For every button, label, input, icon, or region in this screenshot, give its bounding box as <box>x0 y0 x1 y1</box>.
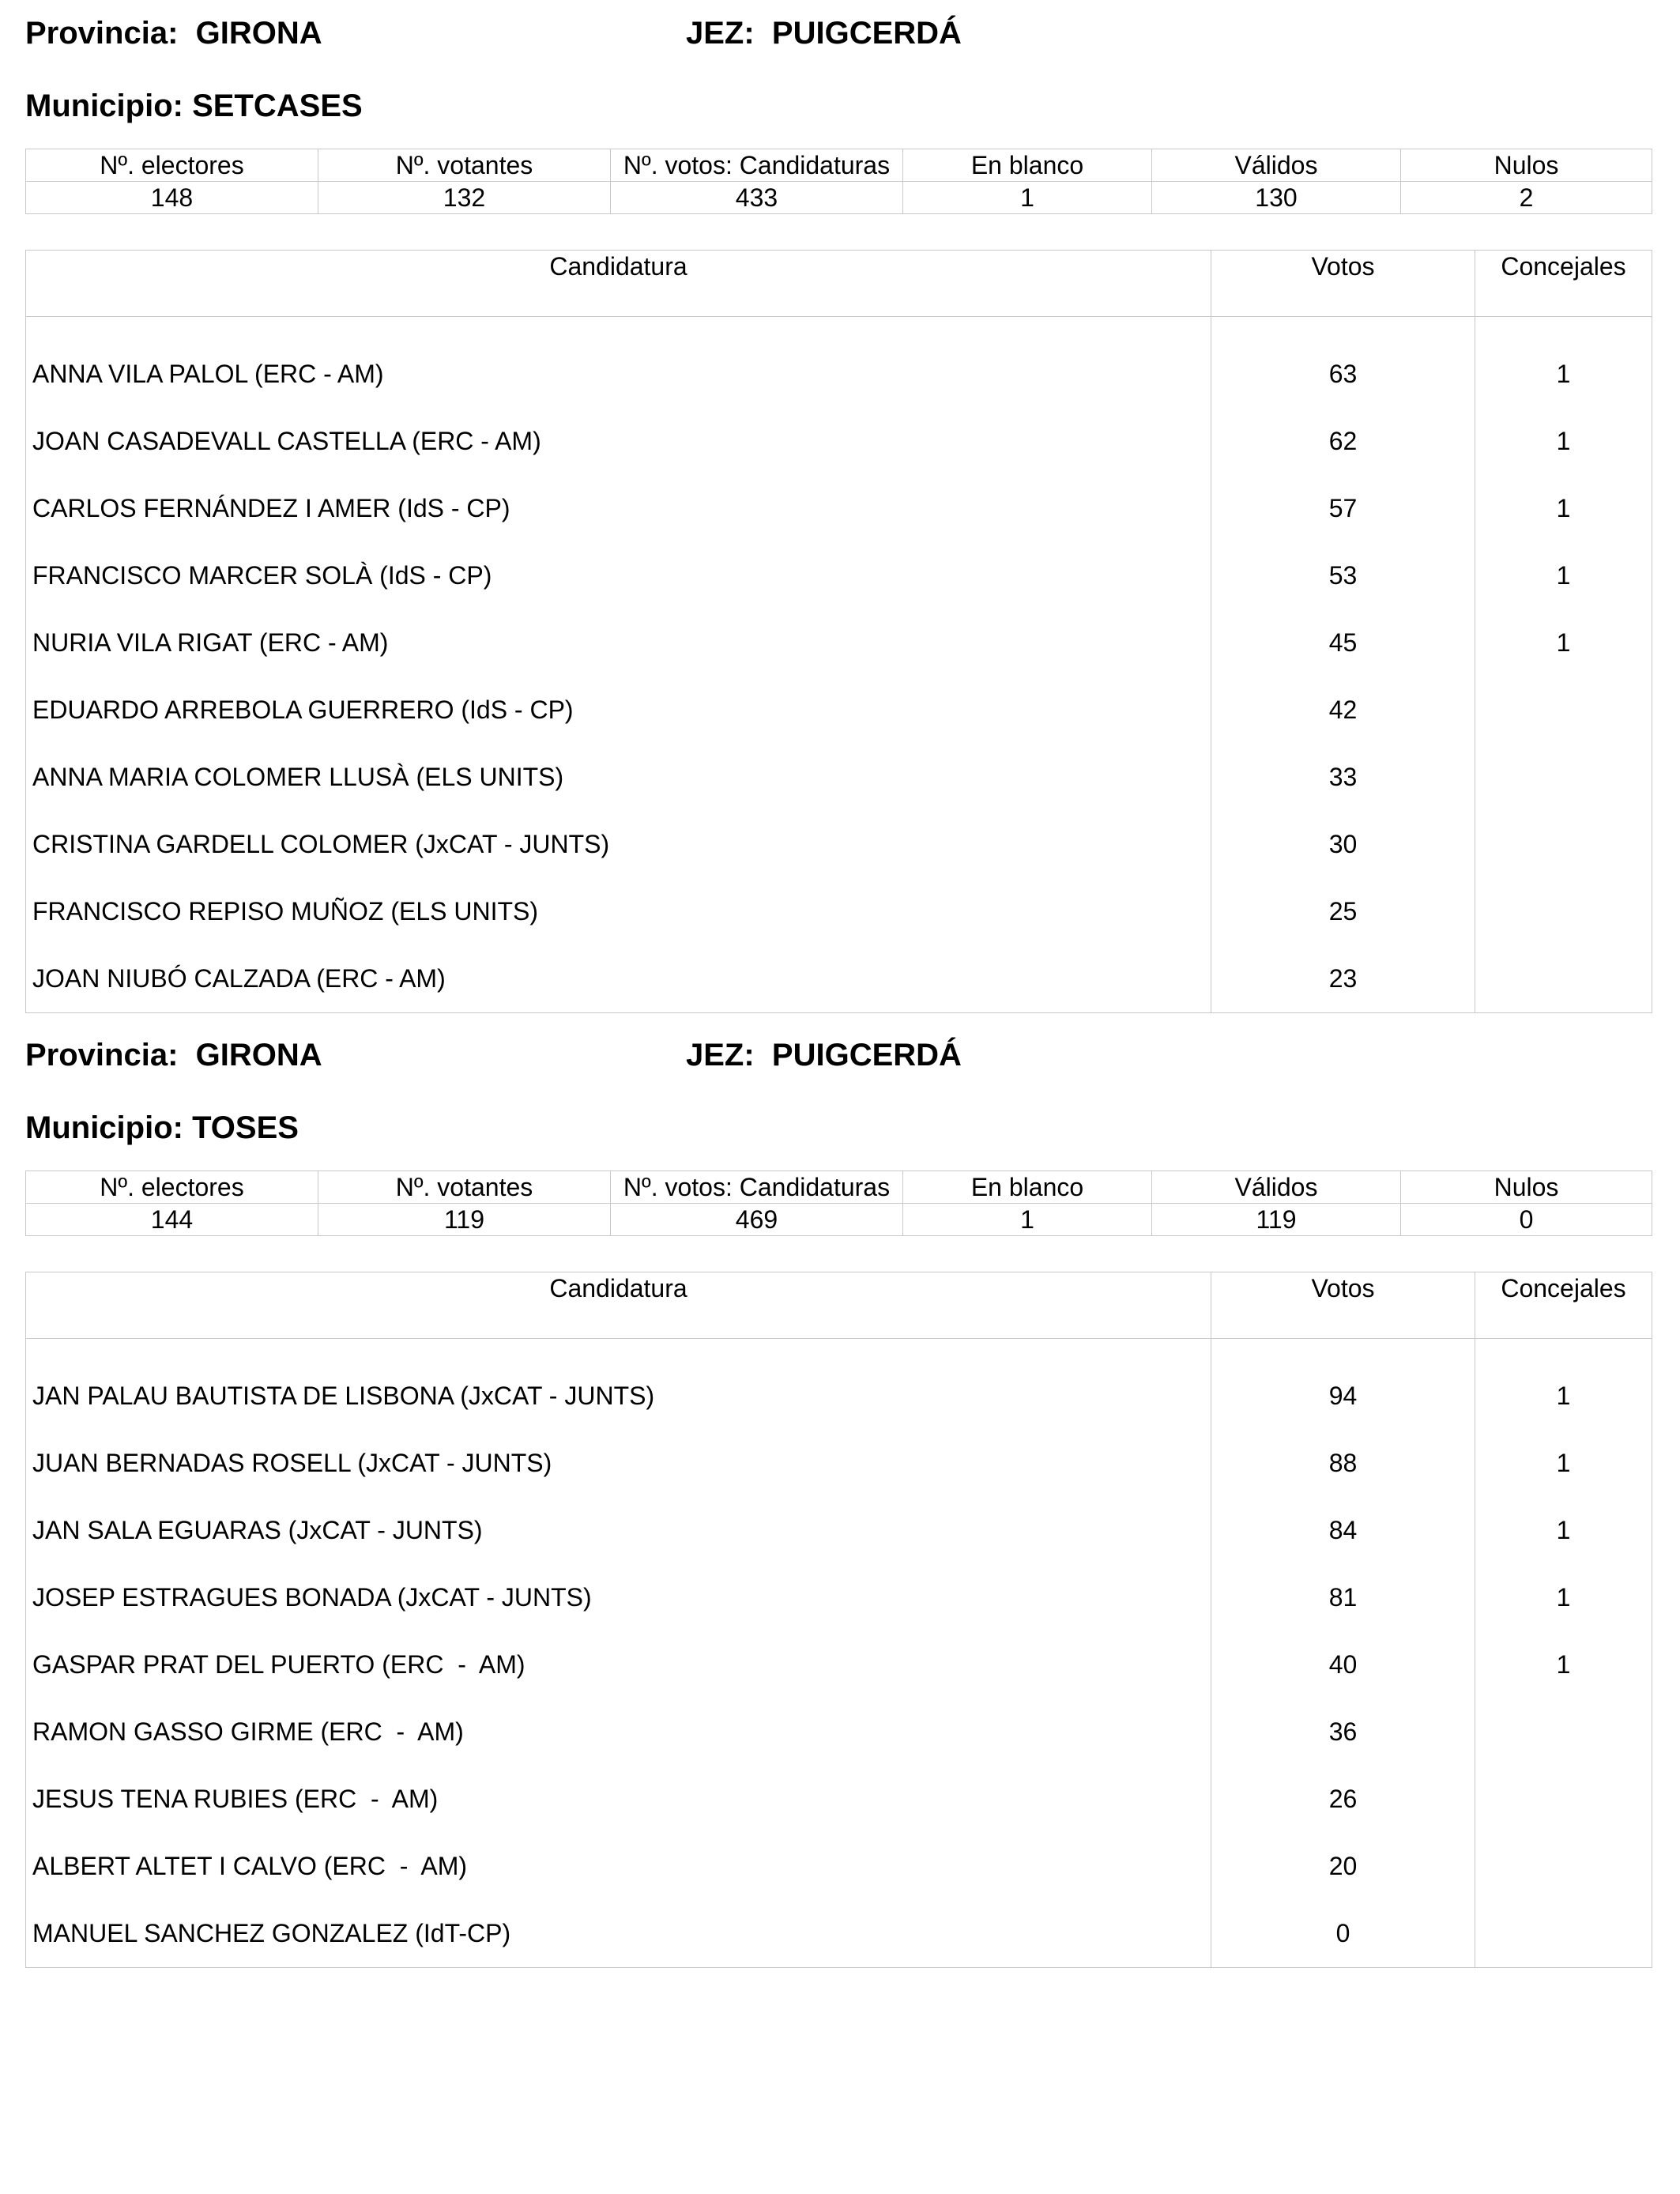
candidate-votos: 45 <box>1211 609 1475 677</box>
provincia-label: Provincia: GIRONA <box>25 16 322 51</box>
summary-value-cell: 433 <box>611 182 903 214</box>
table-row <box>26 1900 1652 1968</box>
candidate-name: ANNA MARIA COLOMER LLUSÀ (ELS UNITS) <box>26 744 1211 811</box>
candidate-votos: 25 <box>1211 878 1475 945</box>
candidate-concejales <box>1475 744 1652 811</box>
jez-label: JEZ: PUIGCERDÁ <box>686 1038 962 1072</box>
candidate-name: RAMON GASSO GIRME (ERC - AM) <box>26 1698 1211 1766</box>
results-header-row <box>26 1272 1652 1339</box>
summary-value-cell: 1 <box>903 1204 1152 1236</box>
table-row <box>26 1833 1652 1900</box>
candidate-concejales: 1 <box>1556 1583 1571 1612</box>
candidate-concejales <box>1475 1698 1652 1766</box>
candidate-name: NURIA VILA RIGAT (ERC - AM) <box>26 609 1211 677</box>
table-row <box>26 811 1652 878</box>
candidate-name: JAN PALAU BAUTISTA DE LISBONA (JxCAT - JUNTS) <box>26 1339 1211 1431</box>
candidate-concejales <box>1475 811 1652 878</box>
candidate-concejales: 1 <box>1556 628 1571 657</box>
concejales-header: Concejales <box>1475 251 1652 317</box>
candidate-votos: 23 <box>1211 945 1475 1013</box>
section-header <box>25 16 1652 63</box>
summary-header-cell: En blanco <box>903 1171 1152 1204</box>
table-row <box>26 945 1652 1013</box>
candidate-concejales <box>1475 1833 1652 1900</box>
table-row <box>26 542 1652 609</box>
candidate-name: CARLOS FERNÁNDEZ I AMER (IdS - CP) <box>26 475 1211 542</box>
summary-value-cell: 119 <box>318 1204 611 1236</box>
candidate-votos: 40 <box>1211 1631 1475 1698</box>
candidate-votos: 42 <box>1211 677 1475 744</box>
summary-header-cell: Válidos <box>1152 1171 1401 1204</box>
candidate-votos: 33 <box>1211 744 1475 811</box>
summary-value-cell: 132 <box>318 182 611 214</box>
summary-value-row <box>26 182 1652 214</box>
concejales-header: Concejales <box>1475 1272 1652 1339</box>
table-row <box>26 1339 1652 1431</box>
summary-header-cell: Nulos <box>1401 1171 1652 1204</box>
candidate-concejales <box>1475 945 1652 1013</box>
municipio-section-setcases <box>25 16 1652 996</box>
candidate-name: JESUS TENA RUBIES (ERC - AM) <box>26 1766 1211 1833</box>
candidate-name: FRANCISCO REPISO MUÑOZ (ELS UNITS) <box>26 878 1211 945</box>
candidate-concejales: 1 <box>1556 1516 1571 1544</box>
candidate-concejales: 1 <box>1556 427 1571 455</box>
candidate-concejales <box>1475 1766 1652 1833</box>
summary-value-cell: 1 <box>903 182 1152 214</box>
candidate-concejales <box>1475 1900 1652 1968</box>
candidate-name: EDUARDO ARREBOLA GUERRERO (IdS - CP) <box>26 677 1211 744</box>
summary-value-cell: 144 <box>26 1204 318 1236</box>
table-row <box>26 1766 1652 1833</box>
candidate-concejales <box>1475 677 1652 744</box>
summary-value-cell: 0 <box>1401 1204 1652 1236</box>
candidate-votos: 20 <box>1211 1833 1475 1900</box>
candidate-concejales: 1 <box>1556 360 1571 388</box>
candidate-votos: 0 <box>1211 1900 1475 1968</box>
candidate-votos: 57 <box>1211 475 1475 542</box>
candidate-votos: 88 <box>1211 1430 1475 1497</box>
candidate-name: ALBERT ALTET I CALVO (ERC - AM) <box>26 1833 1211 1900</box>
table-row <box>26 475 1652 542</box>
summary-value-cell: 119 <box>1152 1204 1401 1236</box>
table-row <box>26 1430 1652 1497</box>
section-header <box>25 1038 1652 1085</box>
table-row <box>26 1497 1652 1564</box>
summary-header-row <box>26 1171 1652 1204</box>
candidatura-header: Candidatura <box>26 251 1211 317</box>
summary-header-cell: En blanco <box>903 149 1152 182</box>
candidate-name: JOAN NIUBÓ CALZADA (ERC - AM) <box>26 945 1211 1013</box>
candidate-concejales: 1 <box>1556 1449 1571 1477</box>
summary-value-row <box>26 1204 1652 1236</box>
results-header-row <box>26 251 1652 317</box>
candidate-votos: 81 <box>1211 1564 1475 1631</box>
candidate-votos: 53 <box>1211 542 1475 609</box>
candidate-name: GASPAR PRAT DEL PUERTO (ERC - AM) <box>26 1631 1211 1698</box>
summary-header-cell: Nº. votantes <box>318 149 611 182</box>
candidate-votos: 30 <box>1211 811 1475 878</box>
table-row <box>26 609 1652 677</box>
table-row <box>26 1631 1652 1698</box>
candidate-name: JUAN BERNADAS ROSELL (JxCAT - JUNTS) <box>26 1430 1211 1497</box>
jez-label: JEZ: PUIGCERDÁ <box>686 16 962 51</box>
candidate-votos: 36 <box>1211 1698 1475 1766</box>
summary-header-cell: Nº. votos: Candidaturas <box>611 1171 903 1204</box>
candidate-name: JAN SALA EGUARAS (JxCAT - JUNTS) <box>26 1497 1211 1564</box>
municipio-section-toses <box>25 1038 1652 1955</box>
candidate-concejales: 1 <box>1556 1382 1571 1410</box>
candidate-name: MANUEL SANCHEZ GONZALEZ (IdT-CP) <box>26 1900 1211 1968</box>
candidate-concejales: 1 <box>1556 561 1571 590</box>
candidate-name: JOAN CASADEVALL CASTELLA (ERC - AM) <box>26 408 1211 475</box>
table-row <box>26 677 1652 744</box>
summary-header-row <box>26 149 1652 182</box>
results-table <box>25 1272 1652 1968</box>
table-row <box>26 878 1652 945</box>
summary-value-cell: 469 <box>611 1204 903 1236</box>
summary-header-cell: Nº. electores <box>26 1171 318 1204</box>
summary-table <box>25 149 1652 214</box>
table-row <box>26 1698 1652 1766</box>
summary-table <box>25 1171 1652 1236</box>
summary-value-cell: 148 <box>26 182 318 214</box>
table-row <box>26 408 1652 475</box>
candidate-concejales: 1 <box>1556 1650 1571 1679</box>
table-row <box>26 744 1652 811</box>
candidatura-header: Candidatura <box>26 1272 1211 1339</box>
results-table <box>25 250 1652 1013</box>
candidate-votos: 62 <box>1211 408 1475 475</box>
candidate-name: CRISTINA GARDELL COLOMER (JxCAT - JUNTS) <box>26 811 1211 878</box>
summary-header-cell: Válidos <box>1152 149 1401 182</box>
table-row <box>26 317 1652 409</box>
table-row <box>26 1564 1652 1631</box>
candidate-votos: 26 <box>1211 1766 1475 1833</box>
summary-header-cell: Nº. electores <box>26 149 318 182</box>
candidate-votos: 94 <box>1211 1339 1475 1431</box>
candidate-votos: 84 <box>1211 1497 1475 1564</box>
municipio-label: Municipio: TOSES <box>25 1110 299 1145</box>
candidate-name: ANNA VILA PALOL (ERC - AM) <box>26 317 1211 409</box>
candidate-concejales: 1 <box>1556 494 1571 522</box>
summary-header-cell: Nulos <box>1401 149 1652 182</box>
provincia-label: Provincia: GIRONA <box>25 1038 322 1072</box>
municipio-label: Municipio: SETCASES <box>25 89 363 123</box>
summary-value-cell: 2 <box>1401 182 1652 214</box>
summary-value-cell: 130 <box>1152 182 1401 214</box>
candidate-name: JOSEP ESTRAGUES BONADA (JxCAT - JUNTS) <box>26 1564 1211 1631</box>
summary-header-cell: Nº. votantes <box>318 1171 611 1204</box>
summary-header-cell: Nº. votos: Candidaturas <box>611 149 903 182</box>
candidate-votos: 63 <box>1211 317 1475 409</box>
votos-header: Votos <box>1211 251 1475 317</box>
candidate-name: FRANCISCO MARCER SOLÀ (IdS - CP) <box>26 542 1211 609</box>
candidate-concejales <box>1475 878 1652 945</box>
votos-header: Votos <box>1211 1272 1475 1339</box>
